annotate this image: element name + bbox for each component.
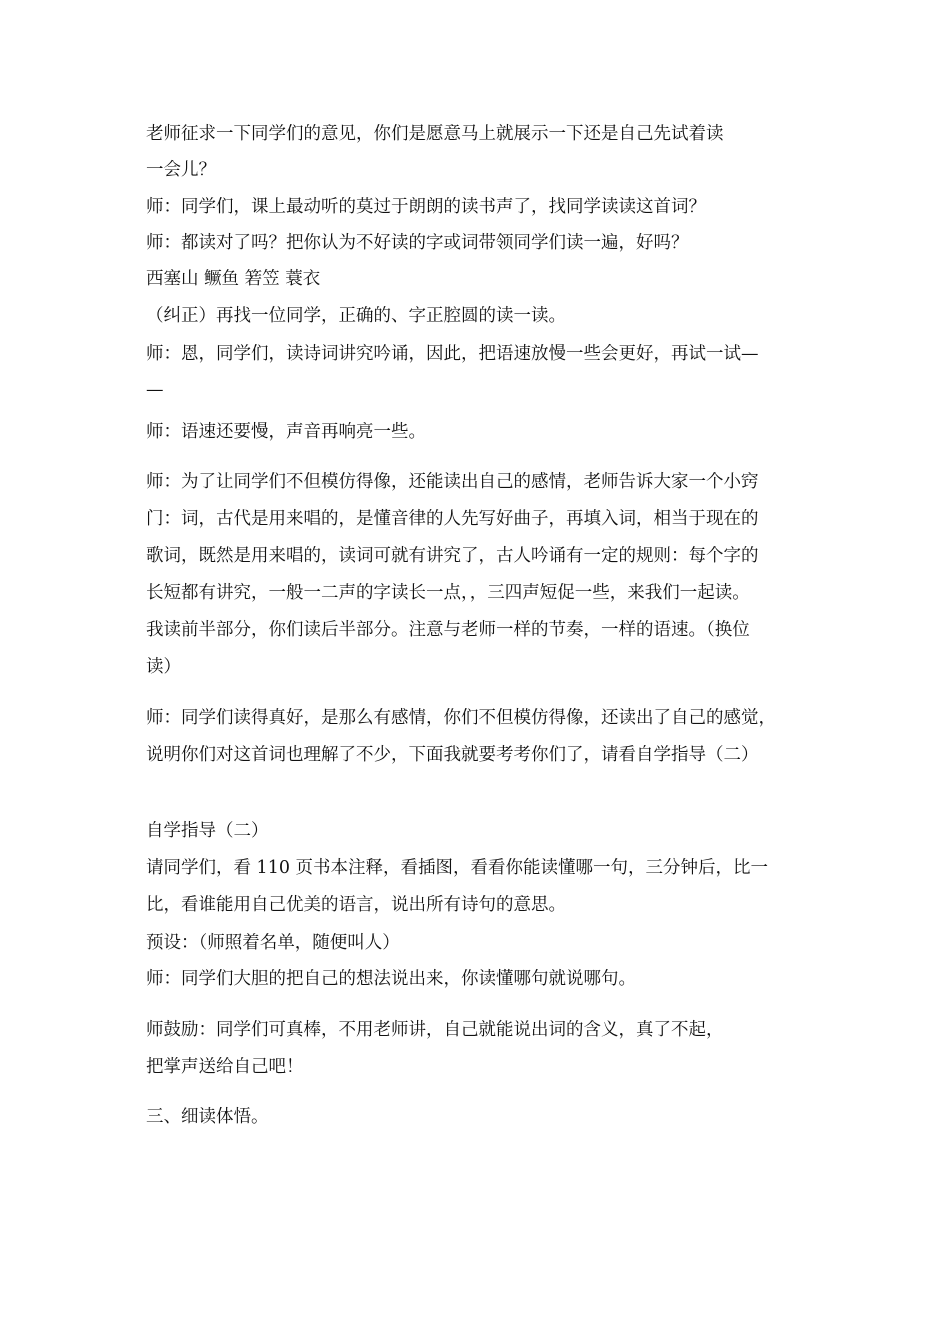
- text-line: 比，看谁能用自己优美的语言，说出所有诗句的意思。: [146, 895, 566, 915]
- text-line: 师：同学们大胆的把自己的想法说出来，你读懂哪句就说哪句。: [146, 969, 636, 989]
- text-line: 师：为了让同学们不但模仿得像，还能读出自己的感情，老师告诉大家一个小窍: [146, 472, 759, 492]
- text-line: （纠正）再找一位同学，正确的、字正腔圆的读一读。: [146, 306, 566, 326]
- text-line: 读）: [146, 657, 181, 677]
- text-line: 一会儿？: [146, 160, 216, 180]
- text-line: 西塞山 鳜鱼 箬笠 蓑衣: [146, 269, 321, 289]
- text-line: 师：同学们读得真好，是那么有感情，你们不但模仿得像，还读出了自己的感觉，: [146, 708, 776, 728]
- text-line: 师：同学们，课上最动听的莫过于朗朗的读书声了，找同学读读这首词？: [146, 197, 706, 217]
- text-line: 师：语速还要慢，声音再响亮一些。: [146, 422, 426, 442]
- text-line: 我读前半部分，你们读后半部分。注意与老师一样的节奏，一样的语速。（换位: [146, 620, 750, 640]
- text-line: 师：恩，同学们，读诗词讲究吟诵，因此，把语速放慢一些会更好，再试一试—: [146, 344, 759, 364]
- text-line: 请同学们，看 110 页书本注释，看插图，看看你能读懂哪一句，三分钟后，比一: [146, 858, 769, 878]
- text-line: 师：都读对了吗？把你认为不好读的字或词带领同学们读一遍，好吗？: [146, 233, 689, 253]
- text-line: 师鼓励：同学们可真棒，不用老师讲，自己就能说出词的含义，真了不起，: [146, 1020, 724, 1040]
- section-heading: 三、细读体悟。: [146, 1107, 269, 1127]
- text-line: 长短都有讲究，一般一二声的字读长一点，，三四声短促一些，来我们一起读。: [146, 583, 750, 603]
- text-line: 老师征求一下同学们的意见，你们是愿意马上就展示一下还是自己先试着读: [146, 124, 724, 144]
- text-line: 把掌声送给自己吧！: [146, 1057, 304, 1077]
- text-line: —: [146, 380, 164, 400]
- text-line: 门：词，古代是用来唱的，是懂音律的人先写好曲子，再填入词，相当于现在的: [146, 509, 759, 529]
- text-line: 歌词，既然是用来唱的，读词可就有讲究了，古人吟诵有一定的规则：每个字的: [146, 546, 759, 566]
- text-line: 预设：（师照着名单，随便叫人）: [146, 933, 400, 953]
- section-heading: 自学指导（二）: [146, 821, 269, 841]
- text-line: 说明你们对这首词也理解了不少，下面我就要考考你们了，请看自学指导（二）: [146, 745, 759, 765]
